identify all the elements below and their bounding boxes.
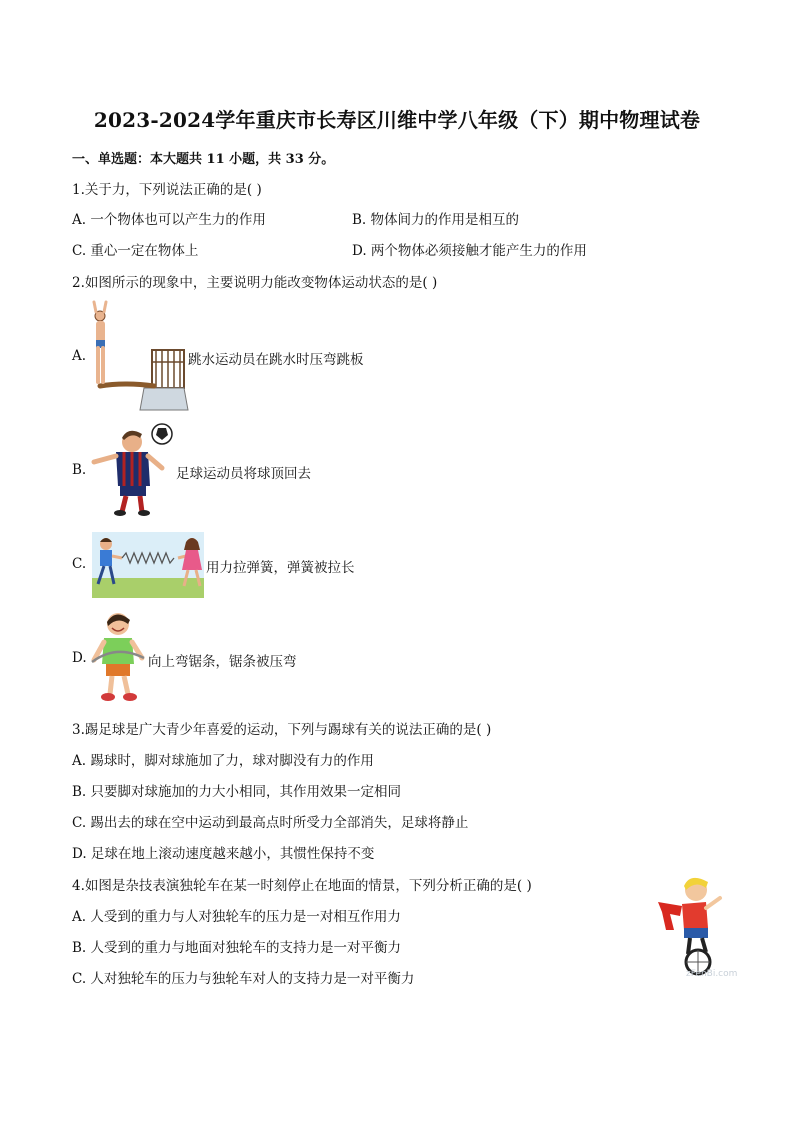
q4-option-b: B. 人受到的重力与地面对独轮车的支持力是一对平衡力 — [72, 940, 402, 956]
q2-option-b-text: 足球运动员将球顶回去 — [176, 466, 311, 482]
q3-option-b: B. 只要脚对球施加的力大小相同，其作用效果一定相同 — [72, 784, 402, 800]
q3-option-d: D. 足球在地上滚动速度越来越小，其惯性保持不变 — [72, 846, 375, 862]
page-title: 2023-2024学年重庆市长寿区川维中学八年级（下）期中物理试卷 — [93, 108, 701, 132]
q1-option-c: C. 重心一定在物体上 — [72, 243, 199, 259]
q1-option-b: B. 物体间力的作用是相互的 — [352, 212, 520, 228]
q4-stem: 4.如图是杂技表演独轮车在某一时刻停止在地面的情景，下列分析正确的是( ) — [72, 878, 532, 894]
q1-option-a: A. 一个物体也可以产生力的作用 — [72, 212, 266, 228]
q2-option-a-label: A. — [72, 348, 87, 364]
spring-pull-image — [92, 532, 204, 598]
section-heading: 一、单选题：本大题共 11 小题，共 33 分。 — [72, 152, 335, 167]
q3-option-c: C. 踢出去的球在空中运动到最高点时所受力全部消失，足球将静止 — [72, 815, 469, 831]
q2-stem: 2.如图所示的现象中，主要说明力能改变物体运动状态的是( ) — [72, 275, 438, 291]
q1-option-d: D. 两个物体必须接触才能产生力的作用 — [352, 243, 587, 259]
q3-stem: 3.踢足球是广大青少年喜爱的运动，下列与踢球有关的说法正确的是( ) — [72, 722, 492, 738]
q4-option-a: A. 人受到的重力与人对独轮车的压力是一对相互作用力 — [72, 909, 401, 925]
q3-option-a: A. 踢球时，脚对球施加了力，球对脚没有力的作用 — [72, 753, 374, 769]
footballer-image — [88, 422, 178, 516]
diver-image — [84, 302, 188, 410]
q2-option-c-label: C. — [72, 556, 87, 572]
q2-option-b-label: B. — [72, 462, 87, 478]
q2-option-a-text: 跳水运动员在跳水时压弯跳板 — [188, 352, 364, 368]
q2-option-c-text: 用力拉弹簧，弹簧被拉长 — [206, 560, 355, 576]
q4-option-c: C. 人对独轮车的压力与独轮车对人的支持力是一对平衡力 — [72, 971, 415, 987]
watermark-text: zFenBi.com — [686, 969, 738, 979]
q2-option-d-label: D. — [72, 650, 87, 666]
q2-option-d-text: 向上弯锯条，锯条被压弯 — [148, 654, 297, 670]
unicycle-image — [648, 872, 738, 980]
saw-blade-image — [88, 610, 148, 704]
q1-stem: 1.关于力，下列说法正确的是( ) — [72, 182, 262, 198]
